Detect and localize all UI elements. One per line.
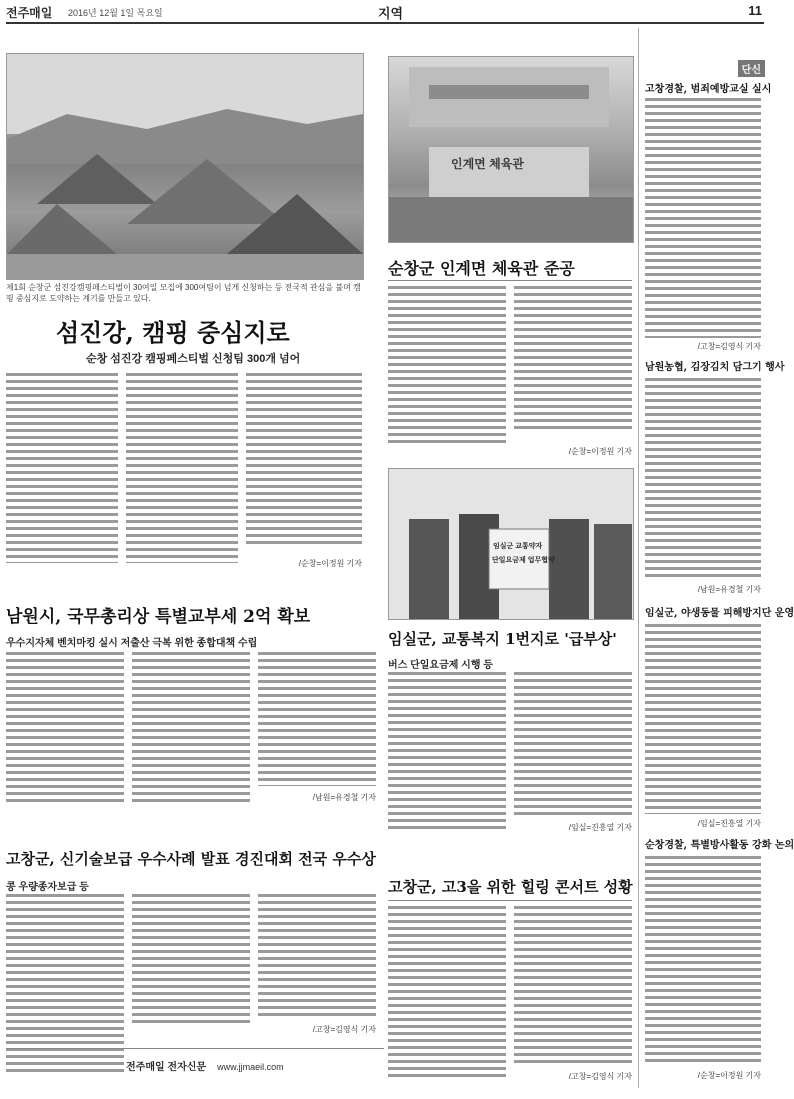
footer-rule bbox=[6, 1048, 384, 1049]
sidebar-item-byline: /임실=진흥열 기자 bbox=[697, 819, 761, 828]
sidebar-banner: 단신 bbox=[738, 60, 765, 77]
gochang-concert-rule bbox=[388, 900, 632, 901]
camping-byline: /순창=이정원 기자 bbox=[298, 559, 362, 568]
page-header bbox=[6, 2, 764, 24]
gochang-concert-body-col2 bbox=[514, 906, 632, 1066]
imsil-bus-headline: 임실군, 교통복지 1번지로 '급부상' bbox=[388, 630, 617, 648]
footer-name: 전주매일 전자신문 bbox=[126, 1062, 207, 1073]
story-camping bbox=[6, 28, 384, 588]
newspaper-name: 전주매일 bbox=[6, 6, 53, 20]
gym-byline: /순창=이정원 기자 bbox=[568, 447, 632, 456]
gochang-concert-byline: /고창=김영식 기자 bbox=[568, 1072, 632, 1081]
gym-sign: 인계면 체육관 bbox=[451, 157, 524, 171]
gym-photo bbox=[388, 56, 634, 243]
story-gochang-tech bbox=[6, 848, 384, 1078]
gym-body-col1 bbox=[388, 286, 506, 446]
gochang-concert-body-col1 bbox=[388, 906, 506, 1081]
namwon-subheadline: 우수지자체 벤치마킹 실시 저출산 극복 위한 종합대책 수립 bbox=[6, 638, 258, 649]
imsil-photo bbox=[388, 468, 634, 620]
camping-body-col3 bbox=[246, 373, 362, 548]
sidebar-item-title: 남원농협, 김장김치 담그기 행사 bbox=[645, 362, 785, 373]
footer bbox=[126, 1055, 284, 1074]
camping-body-col1 bbox=[6, 373, 118, 563]
namwon-byline: /남원=유경철 기자 bbox=[312, 793, 376, 802]
imsil-bus-byline: /임실=진흥열 기자 bbox=[568, 823, 632, 832]
gochang-concert-headline: 고창군, 고3을 위한 힐링 콘서트 성황 bbox=[388, 878, 633, 896]
gochang-tech-headline: 고창군, 신기술보급 우수사례 발표 경진대회 전국 우수상 bbox=[6, 850, 376, 868]
story-imsil-bus bbox=[388, 468, 632, 848]
sidebar bbox=[638, 28, 794, 1088]
sidebar-item-byline: /순창=이정원 기자 bbox=[697, 1071, 761, 1080]
namwon-headline: 남원시, 국무총리상 특별교부세 2억 확보 bbox=[6, 607, 311, 627]
sidebar-item-byline: /고창=김영식 기자 bbox=[697, 342, 761, 351]
namwon-body-col3 bbox=[258, 652, 376, 786]
imsil-bus-body-col1 bbox=[388, 672, 506, 832]
imsil-bus-body-col2 bbox=[514, 672, 632, 817]
sidebar-item-title: 고창경찰, 범죄예방교실 실시 bbox=[645, 84, 772, 95]
gym-headline: 순창군 인계면 체육관 준공 bbox=[388, 259, 575, 278]
gochang-tech-subheadline: 콩 우량종자보급 등 bbox=[6, 882, 89, 893]
gochang-tech-body-col2 bbox=[132, 894, 250, 1024]
story-namwon bbox=[6, 600, 384, 840]
sidebar-item-title: 임실군, 야생동물 피해방지단 운영 bbox=[645, 608, 794, 619]
imsil-sign-line1: 임실군 교통약자 bbox=[493, 543, 543, 550]
gym-body-col2 bbox=[514, 286, 632, 431]
camping-subheadline: 순창 섬진강 캠핑페스티벌 신청팀 300개 넘어 bbox=[86, 353, 301, 365]
sidebar-item-title: 순창경찰, 특별방사활동 강화 논의 bbox=[645, 840, 794, 851]
gym-photo-image bbox=[389, 57, 633, 242]
camping-photo-caption: 제1회 순창군 섬진강캠핑페스티벌이 30여일 모집에 300여팀이 넘게 신청하는 등 전국적 관심을 불며 캠핑 중심지로 도약하는 계기를 만들고 있다. bbox=[6, 283, 361, 303]
sidebar-item-body bbox=[645, 624, 761, 814]
camping-photo-image bbox=[7, 54, 363, 279]
imsil-bus-subheadline: 버스 단일요금제 시행 등 bbox=[388, 660, 493, 671]
sidebar-item-byline: /남원=유경철 기자 bbox=[697, 585, 761, 594]
issue-date: 2016년 12월 1일 목요일 bbox=[68, 8, 163, 18]
gochang-tech-byline: /고창=김영식 기자 bbox=[312, 1025, 376, 1034]
footer-url[interactable]: www.jjmaeil.com bbox=[217, 1062, 284, 1072]
story-gochang-concert bbox=[388, 876, 632, 1086]
imsil-sign-line2: 단일요금제 업무협약 bbox=[492, 557, 555, 564]
camping-photo bbox=[6, 53, 364, 280]
page-number: 11 bbox=[748, 3, 762, 18]
section-name: 지역 bbox=[378, 6, 404, 21]
camping-body-col2 bbox=[126, 373, 238, 563]
gochang-tech-body-col3 bbox=[258, 894, 376, 1019]
gochang-tech-body-col1 bbox=[6, 894, 124, 1074]
story-gym bbox=[388, 28, 632, 458]
gym-rule bbox=[388, 280, 632, 281]
namwon-body-col2 bbox=[132, 652, 250, 802]
camping-headline: 섬진강, 캠핑 중심지로 bbox=[56, 318, 290, 347]
sidebar-item-body bbox=[645, 98, 761, 338]
sidebar-item-body bbox=[645, 856, 761, 1066]
sidebar-item-body bbox=[645, 378, 761, 578]
namwon-body-col1 bbox=[6, 652, 124, 802]
